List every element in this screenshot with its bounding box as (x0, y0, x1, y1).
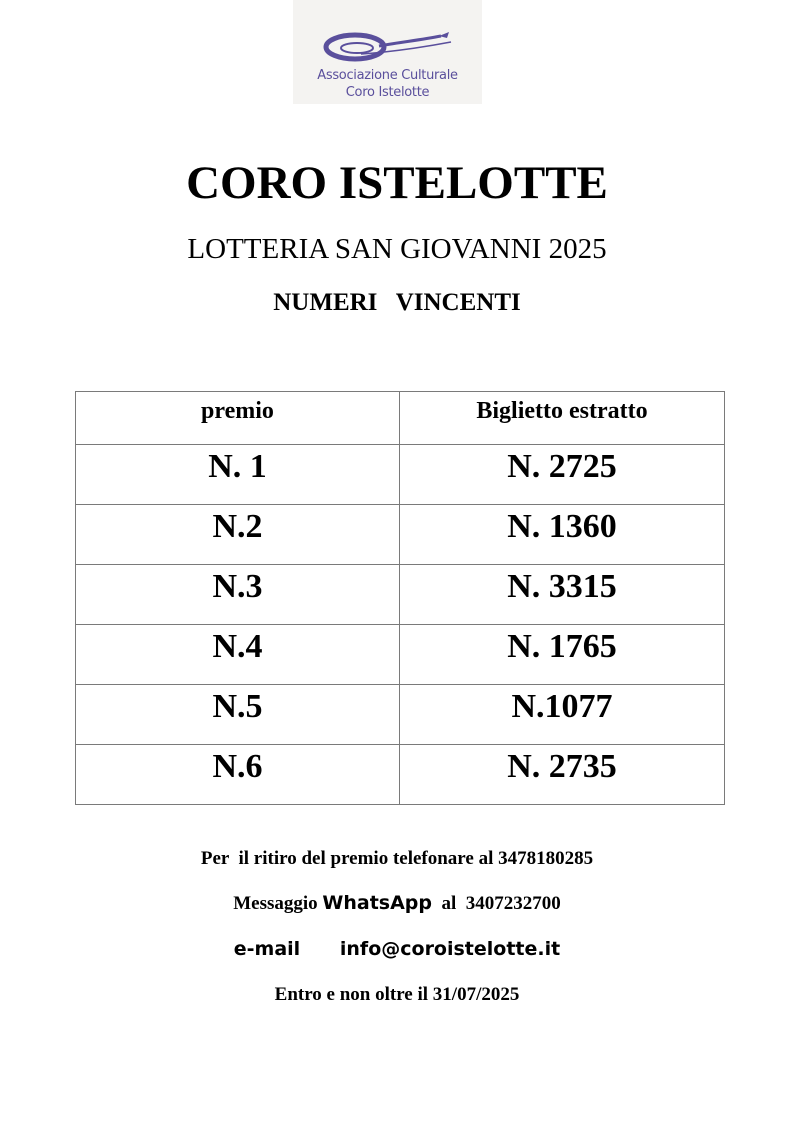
whatsapp-prefix: Messaggio (233, 893, 323, 914)
winning-numbers-table (75, 391, 725, 805)
phone-instructions: Per il ritiro del premio telefonare al 3478180285 (200, 848, 594, 869)
page-subtitle: LOTTERIA SAN GIOVANNI 2025 (187, 233, 607, 265)
prize-cell: N.3 (76, 565, 400, 625)
deadline-text: Entro e non oltre il 31/07/2025 (274, 984, 520, 1005)
ticket-cell: N. 3315 (400, 565, 725, 625)
ticket-cell: N.1077 (400, 685, 725, 745)
page-title: CORO ISTELOTTE (186, 157, 608, 209)
table-row (76, 685, 725, 745)
prize-cell: N.2 (76, 505, 400, 565)
prize-cell: N.4 (76, 625, 400, 685)
column-header-biglietto: Biglietto estratto (400, 392, 725, 445)
logo-text-choir: Coro Istelotte (345, 85, 430, 100)
ticket-cell: N. 1765 (400, 625, 725, 685)
table-row (76, 625, 725, 685)
table-row (76, 505, 725, 565)
ticket-cell: N. 2725 (400, 445, 725, 505)
column-header-premio: premio (76, 392, 400, 445)
table-header-row (76, 392, 725, 445)
mandolin-icon (321, 28, 456, 64)
whatsapp-number: al 3407232700 (432, 893, 561, 914)
whatsapp-label: WhatsApp (322, 892, 432, 914)
table-row (76, 565, 725, 625)
winning-numbers-heading: NUMERI VINCENTI (273, 289, 521, 316)
logo (293, 0, 482, 104)
table-row (76, 445, 725, 505)
email-line (0, 937, 794, 961)
table-row (76, 745, 725, 805)
whatsapp-line (0, 891, 794, 916)
prize-cell: N. 1 (76, 445, 400, 505)
ticket-cell: N. 1360 (400, 505, 725, 565)
logo-text-association: Associazione Culturale (317, 68, 458, 83)
prize-cell: N.5 (76, 685, 400, 745)
ticket-cell: N. 2735 (400, 745, 725, 805)
email-link[interactable]: info@coroistelotte.it (339, 938, 561, 960)
email-label: e-mail (233, 938, 301, 960)
prize-cell: N.6 (76, 745, 400, 805)
